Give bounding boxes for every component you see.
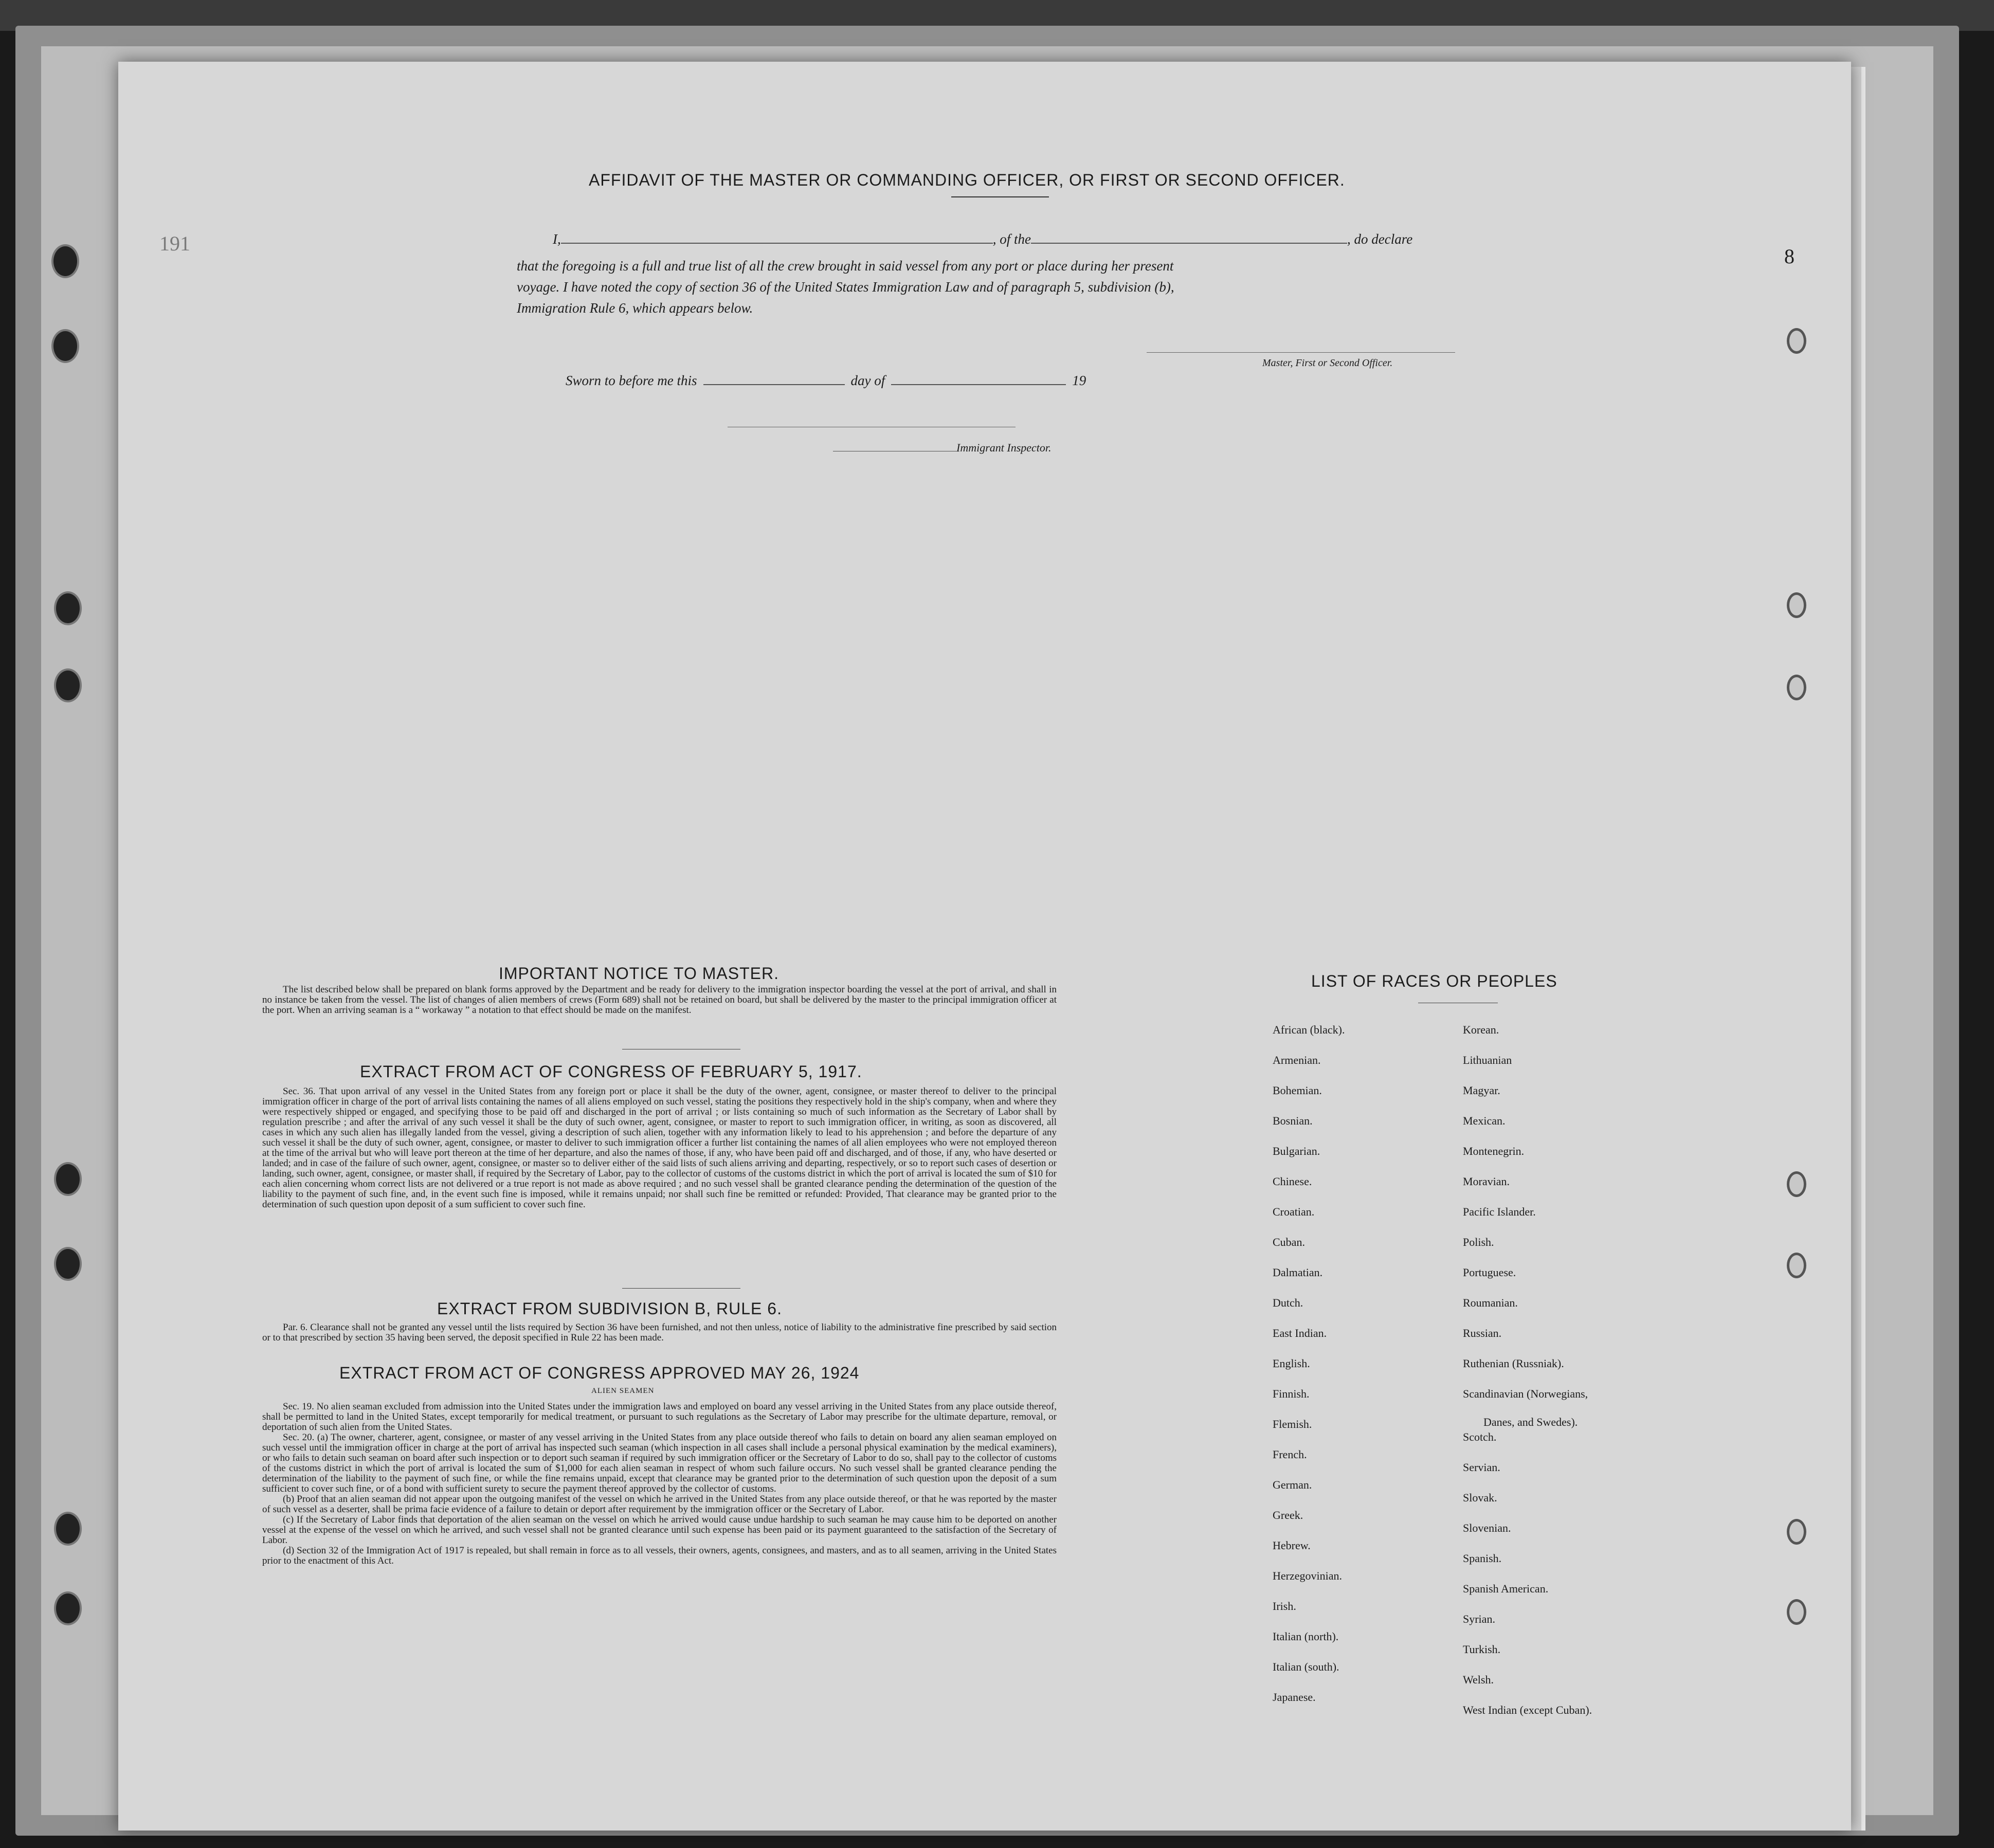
- punch-hole: [54, 1591, 82, 1625]
- affidavit-line4: Immigration Rule 6, which appears below.: [517, 300, 753, 316]
- signature-line: [1147, 352, 1455, 353]
- extract-rule6-title: EXTRACT FROM SUBDIVISION B, RULE 6.: [437, 1299, 782, 1318]
- affidavit-line2: that the foregoing is a full and true list of all the crew brought in said vessel from any port or place during her present: [517, 258, 1174, 274]
- binder-ring: [1787, 328, 1806, 354]
- race-item: Ruthenian (Russniak).: [1463, 1357, 1564, 1370]
- race-item: Scotch.: [1463, 1430, 1497, 1443]
- race-item: Armenian.: [1273, 1054, 1321, 1066]
- notice-title: IMPORTANT NOTICE TO MASTER.: [499, 964, 779, 983]
- punch-hole: [54, 1247, 82, 1281]
- punch-hole: [54, 1512, 82, 1546]
- extract-1924-text: Sec. 19. No alien seaman excluded from admission into the United States under the immigration laws and employed on board any vessel arriving in the United States from any place outside thereof, shall be permitted to land in the United States, except temporarily for medical treatment, or pursuant to such regulations as the Secretary of Labor may prescribe for the ultimate departure, removal, or deportation of such alien from the United States. Sec. 20. (a) The owner, charterer, agent, consignee, or master of any vessel arriving in the United States from any place outside thereof who fails to detain on board any alien seaman employed on such vessel until the immigration officer in charge at the port of arrival has inspected such seaman (which inspection in all cases shall include a personal physical examination by the medical examiners), or who fails to detain such seaman on board after such inspection or to deport such seaman if required by such immigration officer or the Secretary of Labor to do so, shall pay to the collector of customs of the customs district in which the port of arrival is located the sum of $1,000 for each alien seaman in respect of whom such failure occurs. No such vessel shall be granted clearance pending the determination of the liability to the payment of such fine, or while the fine remains unpaid, except that clearance may be granted prior to the determination of such question upon the deposit of a sum sufficient to cover such fine, or of a bond with sufficient surety to secure the payment thereof approved by the collector of customs. (b) Proof that an alien seaman did not appear upon the outgoing manifest of the vessel on which he arrived in the United States from any place outside thereof, or that he was reported by the master of such vessel as a deserter, shall be prima facie evidence of a failure to detain or deport after requirement by the immigration officer or the Secretary of Labor. (c) If the Secretary of Labor finds that deportation of the alien seaman on the vessel on which he arrived would cause undue hardship to such seaman he may cause him to be deported on another vessel at the expense of the vessel on which he arrived, and such vessel shall not be granted clearance until such expense has been paid or its payment guaranteed to the satisfaction of the Secretary of Labor. (d) Section 32 of the Immigration Act of 1917 is repealed, but shall remain in force as to all vessels, their owners, agents, consignees, and masters, and as to all seamen, arriving in the United States prior to the enactment of this Act.: [262, 1401, 1057, 1566]
- binder-ring: [1787, 1599, 1806, 1625]
- race-item: Bohemian.: [1273, 1084, 1322, 1097]
- race-item: Dutch.: [1273, 1296, 1303, 1309]
- affidavit-line3: voyage. I have noted the copy of section 36 of the United States Immigration Law and of paragraph 5, subdivision (b),: [517, 279, 1174, 295]
- race-item: Welsh.: [1463, 1673, 1494, 1686]
- race-item: Syrian.: [1463, 1613, 1495, 1625]
- race-item: Slovak.: [1463, 1491, 1497, 1504]
- punch-hole: [54, 668, 82, 702]
- race-item: Bosnian.: [1273, 1114, 1313, 1127]
- race-item: Servian.: [1463, 1461, 1500, 1474]
- race-item: Greek.: [1273, 1509, 1303, 1521]
- binder-ring: [1787, 675, 1806, 700]
- extract-rule6-text: Par. 6. Clearance shall not be granted any vessel until the lists required by Section 36 have been furnished, and not then unless, notice of liability to the administrative fine prescribed by said section or to that prescribed by section 35 having been served, the deposit specified in Rule 22 has been made.: [262, 1322, 1057, 1343]
- extract-1917-text: Sec. 36. That upon arrival of any vessel in the United States from any foreign port or place it shall be the duty of the owner, agent, consignee, or master thereof to deliver to the principal immigration officer in charge of the port of arrival lists containing the names of all aliens employed on such vessel, stating the positions they respectively hold in the ship's company, when and where they were respectively shipped or engaged, and specifying those to be paid off and discharged in the port of arrival ; or lists containing so much of such information as the Secretary of Labor shall by regulation prescribe ; and after the arrival of any such vessel it shall be the duty of such owner, agent, consignee, or master to report to such immigration officer, in writing, as soon as discovered, all cases in which any such alien has illegally landed from the vessel, giving a description of such alien, together with any information likely to lead to his apprehension ; and before the departure of any such vessel it shall be the duty of such owner, agent, consignee, or master to deliver to such immigration officer a further list containing the names of all alien employees who were not employed thereon at the time of the arrival but who will leave port thereon at the time of her departure, and also the names of those, if any, who have been paid off and discharged, and of those, if any, who have deserted or landed; and in case of the failure of such owner, agent, consignee, or master so to deliver either of the said lists of such aliens arriving and departing, respectively, or so to report such cases of desertion or landing, such owner, agent, consignee, or master shall, if required by the Secretary of Labor, pay to the collector of customs of the customs district in which the port of arrival is located the sum of $10 for each alien concerning whom correct lists are not delivered or a true report is not made as above required ; and no such vessel shall be granted clearance pending the determination of the question of the liability to the payment of such fine, and, in the event such fine is imposed, while it remains unpaid; nor shall such fine be remitted or refunded: Provided, That clearance may be granted prior to the determination of such question upon deposit of a sum sufficient to cover such fine.: [262, 1086, 1057, 1210]
- race-item: Irish.: [1273, 1600, 1296, 1613]
- race-item: Herzegovinian.: [1273, 1569, 1342, 1582]
- race-item: Hebrew.: [1273, 1539, 1311, 1552]
- notice-text: The list described below shall be prepared on blank forms approved by the Department and be ready for delivery to the immigration inspector boarding the vessel at the port of arrival, and shall in no instance be taken from the vessel. The list of changes of alien members of crews (Form 689) shall not be retained on board, but shall be delivered by the master to the principal immigration officer at the port. When an arriving seaman is a “ workaway ” a notation to that effect should be made on the manifest.: [262, 984, 1057, 1016]
- affidavit-title: AFFIDAVIT OF THE MASTER OR COMMANDING OFFICER, OR FIRST OR SECOND OFFICER.: [589, 171, 1345, 189]
- race-item: Spanish.: [1463, 1552, 1502, 1565]
- race-item: Slovenian.: [1463, 1521, 1511, 1534]
- section-rule: [622, 1288, 740, 1289]
- punch-hole: [54, 591, 82, 625]
- race-item: Portuguese.: [1463, 1266, 1516, 1279]
- punch-hole: [54, 1162, 82, 1196]
- punch-hole: [51, 244, 79, 278]
- race-item: Chinese.: [1273, 1175, 1312, 1188]
- race-item: Finnish.: [1273, 1387, 1310, 1400]
- inspector-line: Immigrant Inspector.: [833, 441, 1052, 455]
- document-page: [118, 62, 1851, 1831]
- affidavit-line1: I, , of the , do declare: [553, 231, 1413, 247]
- race-item: Lithuanian: [1463, 1054, 1512, 1066]
- race-item: African (black).: [1273, 1023, 1345, 1036]
- race-item: Italian (south).: [1273, 1660, 1339, 1673]
- race-item: Italian (north).: [1273, 1630, 1339, 1643]
- race-item: Montenegrin.: [1463, 1145, 1525, 1157]
- sworn-line: Sworn to before me this day of 19: [566, 373, 1086, 388]
- binder-ring: [1787, 1253, 1806, 1278]
- race-item: Russian.: [1463, 1327, 1502, 1339]
- race-item: Polish.: [1463, 1236, 1494, 1248]
- extract-1924-subtitle: ALIEN SEAMEN: [591, 1387, 655, 1395]
- race-item: Turkish.: [1463, 1643, 1501, 1656]
- margin-mark: 191: [159, 232, 190, 255]
- race-item: Croatian.: [1273, 1205, 1315, 1218]
- extract-1917-title: EXTRACT FROM ACT OF CONGRESS OF FEBRUARY 5, 1917.: [360, 1062, 862, 1081]
- race-item: East Indian.: [1273, 1327, 1327, 1339]
- race-item: Japanese.: [1273, 1691, 1316, 1704]
- race-item: Roumanian.: [1463, 1296, 1518, 1309]
- race-item: Pacific Islander.: [1463, 1205, 1536, 1218]
- race-item: German.: [1273, 1478, 1312, 1491]
- races-title: LIST OF RACES OR PEOPLES: [1311, 972, 1557, 990]
- page-number: 8: [1784, 245, 1794, 268]
- race-item: Flemish.: [1273, 1418, 1312, 1430]
- race-item: Bulgarian.: [1273, 1145, 1320, 1157]
- race-item: English.: [1273, 1357, 1310, 1370]
- signature-label: Master, First or Second Officer.: [1262, 357, 1393, 369]
- title-rule: [951, 196, 1049, 197]
- race-item: Danes, and Swedes).: [1483, 1416, 1578, 1428]
- race-item: Moravian.: [1463, 1175, 1510, 1188]
- race-item: Magyar.: [1463, 1084, 1500, 1097]
- race-item: Korean.: [1463, 1023, 1499, 1036]
- race-item: French.: [1273, 1448, 1307, 1461]
- race-item: Spanish American.: [1463, 1582, 1549, 1595]
- race-item: Dalmatian.: [1273, 1266, 1323, 1279]
- race-item: Mexican.: [1463, 1114, 1506, 1127]
- binder-ring: [1787, 1519, 1806, 1545]
- extract-1924-title: EXTRACT FROM ACT OF CONGRESS APPROVED MAY 26, 1924: [339, 1364, 860, 1382]
- race-item: Cuban.: [1273, 1236, 1305, 1248]
- binder-ring: [1787, 592, 1806, 618]
- binder-ring: [1787, 1171, 1806, 1197]
- race-item: West Indian (except Cuban).: [1463, 1704, 1592, 1716]
- punch-hole: [51, 329, 79, 363]
- race-item: Scandinavian (Norwegians,: [1463, 1387, 1588, 1400]
